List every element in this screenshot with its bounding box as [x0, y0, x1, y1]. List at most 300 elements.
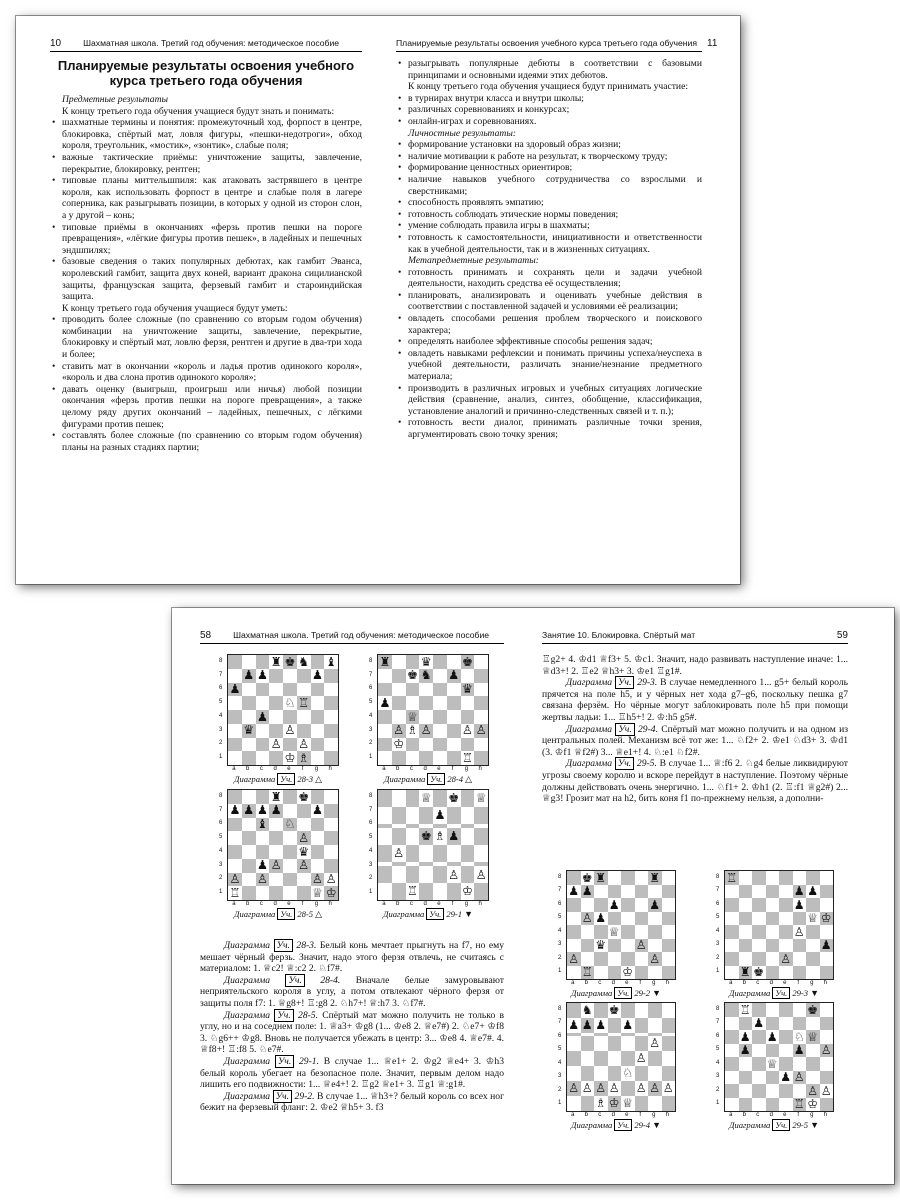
- chess-piece: ♟: [243, 668, 255, 683]
- chess-piece: ♛: [243, 723, 255, 738]
- square-b7: [581, 1018, 595, 1033]
- chess-piece: ♗: [434, 829, 446, 844]
- chess-piece: ♙: [475, 723, 487, 738]
- paragraph-text: ♖g2+ 4. ♔d1 ♕f3+ 5. ♔c1. Значит, надо развивать наступление иначе: 1... ♕d3+! 2. ♖e2 ♕h3+ 3. ♔e1 ♖g1#.: [542, 654, 848, 677]
- running-head-text: Шахматная школа. Третий год обучения: методическое пособие: [233, 630, 490, 640]
- square-c6: [256, 818, 270, 832]
- square-b6: [242, 818, 256, 832]
- square-g5: [806, 1044, 820, 1058]
- chess-piece: ♟: [568, 884, 580, 899]
- square-b4: [581, 1051, 595, 1066]
- chess-piece: ♚: [406, 668, 418, 683]
- square-a7: [567, 1018, 581, 1033]
- square-f5: [635, 912, 649, 926]
- square-a5: [567, 1036, 581, 1051]
- commentary-paragraph: [200, 975, 504, 1010]
- square-f2: [297, 873, 311, 887]
- square-b5: [392, 696, 406, 710]
- diagram-number: 29-4.: [637, 723, 658, 735]
- square-f8: [297, 655, 311, 669]
- caption-number: 29-4: [634, 1120, 651, 1130]
- caption-label: Диаграмма: [571, 988, 613, 998]
- book-spread-top: [16, 16, 740, 584]
- continued-list: [396, 58, 702, 81]
- square-e2: [621, 1081, 635, 1096]
- caption-badge: Уч.: [426, 908, 444, 920]
- square-c6: [256, 683, 270, 697]
- chess-piece: ♜: [595, 870, 607, 885]
- square-a2: [725, 1084, 739, 1098]
- running-head: [542, 630, 848, 644]
- square-b2: [392, 738, 406, 752]
- square-e4: [621, 925, 635, 939]
- square-b5: [739, 1044, 753, 1058]
- square-a1: [378, 883, 392, 900]
- square-d8: [269, 790, 283, 804]
- square-g6: [806, 1030, 820, 1044]
- page-number: 10: [50, 38, 62, 49]
- square-h1: [820, 1098, 834, 1112]
- square-d6: [419, 683, 433, 697]
- square-d8: [608, 1003, 622, 1018]
- paragraph-text: Белый конь мечтает прыгнуть на f7, но ему мешает чёрный ферзь. Значит, надо этого ферзя отвлечь, не считаясь с материалом: 1. ♕c2! ♕:c2 2. ♘f7#.: [200, 940, 504, 975]
- side-to-move-marker: ▼: [810, 1120, 819, 1130]
- square-g8: [648, 871, 662, 885]
- list-item: • типовые планы миттельшпиля: как атаковать застрявшего в центре короля, как использовать форпост в центре и слабые поля в лагере соперника, как разыгрывать позиции, в которых у одной из сторон слон, а у другой – конь;: [62, 175, 362, 221]
- chess-piece: ♟: [229, 682, 241, 697]
- chess-piece: ♚: [284, 654, 296, 669]
- square-a4: [567, 1051, 581, 1066]
- square-b3: [739, 1071, 753, 1085]
- square-c1: [752, 1098, 766, 1112]
- square-b7: [581, 885, 595, 899]
- square-b3: [392, 724, 406, 738]
- diagram-reference: Диаграмма: [224, 940, 274, 951]
- chess-piece: ♜: [270, 789, 282, 804]
- caption-number: 28-5: [297, 909, 314, 919]
- chess-piece: ♚: [461, 654, 473, 669]
- page-number: 58: [200, 630, 212, 641]
- square-f3: [447, 724, 461, 738]
- square-b6: [739, 898, 753, 912]
- square-d5: [766, 1044, 780, 1058]
- square-b3: [581, 1066, 595, 1081]
- square-d1: [608, 1096, 622, 1111]
- square-c8: [594, 871, 608, 885]
- chess-diagram: [208, 654, 348, 785]
- square-b6: [739, 1030, 753, 1044]
- chess-piece: ♜: [379, 654, 391, 669]
- square-e2: [433, 738, 447, 752]
- square-b7: [739, 885, 753, 899]
- diagram-caption: [384, 774, 472, 785]
- chess-piece: ♔: [461, 884, 473, 899]
- square-h6: [820, 1030, 834, 1044]
- chess-piece: ♙: [298, 737, 310, 752]
- square-f5: [635, 1036, 649, 1051]
- caption-number: 29-1: [446, 909, 463, 919]
- chess-piece: ♙: [793, 1070, 805, 1085]
- level-badge: Уч.: [615, 723, 634, 736]
- chess-piece: ♟: [622, 1018, 634, 1033]
- square-h4: [474, 710, 488, 724]
- square-b2: [739, 1084, 753, 1098]
- list-item: • типовые приёмы в окончаниях «ферзь против пешки на пороге превращения», «лёгкие фигуры против пешек», в ладейных и пешечных эндшпилях;: [62, 222, 362, 257]
- chess-piece: ♞: [581, 1003, 593, 1018]
- square-g1: [648, 1096, 662, 1111]
- square-b8: [392, 655, 406, 669]
- square-d2: [766, 1084, 780, 1098]
- chess-piece: ♚: [581, 870, 593, 885]
- square-h7: [474, 669, 488, 683]
- chess-board: [724, 1002, 834, 1112]
- square-g5: [311, 831, 325, 845]
- chess-piece: ♙: [256, 872, 268, 887]
- square-b1: [392, 751, 406, 765]
- square-e5: [621, 912, 635, 926]
- square-g5: [648, 1036, 662, 1051]
- square-d2: [766, 952, 780, 966]
- diagram-number: 29-1.: [298, 1055, 319, 1067]
- chess-board: [377, 789, 489, 901]
- diagram-caption: [234, 774, 322, 785]
- running-head-text: Занятие 10. Блокировка. Спёртый мат: [542, 630, 696, 640]
- file-labels: a b c d e f g h: [571, 1112, 669, 1118]
- square-c3: [752, 1071, 766, 1085]
- chess-piece: ♟: [270, 803, 282, 818]
- chess-piece: ♟: [311, 803, 323, 818]
- square-a1: [567, 1096, 581, 1111]
- diagram-number: 29-5.: [636, 758, 657, 770]
- chess-piece: ♟: [256, 709, 268, 724]
- chess-piece: ♛: [420, 654, 432, 669]
- chess-piece: ♟: [766, 1029, 778, 1044]
- square-g8: [461, 790, 475, 807]
- square-d5: [419, 828, 433, 845]
- caption-badge: Уч.: [772, 1119, 790, 1131]
- square-g6: [311, 818, 325, 832]
- chess-piece: ♚: [608, 1003, 620, 1018]
- square-a7: [378, 807, 392, 824]
- square-g8: [311, 790, 325, 804]
- chess-piece: ♟: [243, 803, 255, 818]
- square-a7: [725, 1017, 739, 1031]
- caption-label: Диаграмма: [571, 1120, 613, 1130]
- section-title: Планируемые результаты освоения учебного курса третьего года обучения: [57, 58, 355, 88]
- rank-labels: 8 7 6 5 4 3 2 1: [219, 657, 223, 761]
- square-a2: [378, 866, 392, 883]
- file-labels: a b c d e f g h: [729, 1112, 827, 1118]
- square-b8: [242, 790, 256, 804]
- square-g1: [461, 883, 475, 900]
- square-c5: [406, 696, 420, 710]
- square-g8: [311, 655, 325, 669]
- square-c5: [256, 696, 270, 710]
- commentary-paragraph: [200, 1010, 504, 1056]
- square-g7: [648, 1018, 662, 1033]
- square-c7: [406, 807, 420, 824]
- chess-piece: ♘: [284, 695, 296, 710]
- square-e3: [621, 939, 635, 953]
- chess-piece: ♜: [649, 870, 661, 885]
- chess-piece: ♙: [635, 1081, 647, 1096]
- square-e7: [283, 804, 297, 818]
- square-f2: [793, 1084, 807, 1098]
- chess-piece: ♙: [393, 723, 405, 738]
- square-b7: [242, 804, 256, 818]
- square-f6: [793, 898, 807, 912]
- square-b4: [392, 710, 406, 724]
- square-c2: [406, 738, 420, 752]
- book-spread-bottom: [172, 608, 894, 1184]
- chess-piece: ♖: [461, 750, 473, 765]
- square-g3: [648, 939, 662, 953]
- square-f2: [635, 1081, 649, 1096]
- chess-piece: ♟: [229, 803, 241, 818]
- square-e3: [283, 859, 297, 873]
- square-e1: [283, 751, 297, 765]
- chess-piece: ♟: [753, 1016, 765, 1031]
- square-f3: [635, 1066, 649, 1081]
- square-b6: [392, 683, 406, 697]
- square-b3: [242, 724, 256, 738]
- square-b5: [739, 912, 753, 926]
- square-c1: [406, 751, 420, 765]
- chess-piece: ♖: [793, 1097, 805, 1112]
- square-c2: [256, 873, 270, 887]
- square-d5: [766, 912, 780, 926]
- square-b1: [739, 966, 753, 980]
- square-c4: [406, 710, 420, 724]
- square-e2: [621, 952, 635, 966]
- square-g2: [648, 1081, 662, 1096]
- square-f8: [447, 655, 461, 669]
- running-head: [396, 38, 718, 52]
- square-a2: [725, 952, 739, 966]
- square-h4: [474, 845, 488, 862]
- square-a8: [725, 871, 739, 885]
- square-a3: [725, 939, 739, 953]
- square-a2: [228, 738, 242, 752]
- chess-piece: ♕: [766, 1056, 778, 1071]
- paragraph-text: Спёртый мат можно получить не только в углу, но и на соседнем поле: 1. ♕a3+ ♔g8 (1... ♔e8 2. ♕e7#) 2. ♘e7+ ♔f8 3. ♘g6++ ♔g8. Вновь не получается убежать в центр: 3... ♔e8 4. ♕e7#. 4. ♕f8+! ♖:f8 5. ♘e7#.: [200, 1009, 505, 1056]
- level-badge: Уч.: [615, 757, 634, 770]
- chess-piece: ♟: [256, 803, 268, 818]
- square-d4: [269, 845, 283, 859]
- square-e1: [621, 1096, 635, 1111]
- chess-diagram: [700, 870, 848, 998]
- square-g7: [806, 1017, 820, 1031]
- list-item: • различных соревнованиях и конкурсах;: [408, 104, 702, 116]
- square-g4: [311, 845, 325, 859]
- square-g5: [461, 696, 475, 710]
- square-f6: [635, 898, 649, 912]
- square-h3: [820, 939, 834, 953]
- square-e7: [433, 807, 447, 824]
- chess-piece: ♟: [793, 1043, 805, 1058]
- square-e3: [779, 939, 793, 953]
- rank-labels: 8 7 6 5 4 3 2 1: [369, 792, 373, 896]
- square-b1: [392, 883, 406, 900]
- chess-piece: ♟: [793, 884, 805, 899]
- square-c8: [406, 655, 420, 669]
- level-badge: Уч.: [275, 1055, 294, 1068]
- square-g2: [806, 952, 820, 966]
- square-b8: [242, 655, 256, 669]
- commentary-text: [200, 940, 504, 1114]
- square-d3: [269, 859, 283, 873]
- square-b4: [242, 845, 256, 859]
- square-d3: [269, 724, 283, 738]
- square-a5: [725, 1044, 739, 1058]
- square-f1: [635, 1096, 649, 1111]
- square-a2: [567, 1081, 581, 1096]
- chess-diagram: [208, 789, 348, 920]
- square-a3: [567, 939, 581, 953]
- square-e8: [621, 871, 635, 885]
- square-e2: [433, 866, 447, 883]
- chess-piece: ♙: [581, 911, 593, 926]
- square-d5: [419, 696, 433, 710]
- square-d1: [419, 751, 433, 765]
- square-c5: [406, 828, 420, 845]
- square-e2: [283, 738, 297, 752]
- square-f3: [297, 724, 311, 738]
- square-c2: [594, 1081, 608, 1096]
- square-f6: [297, 818, 311, 832]
- chess-piece: ♙: [649, 1036, 661, 1051]
- square-a5: [567, 912, 581, 926]
- square-c1: [256, 886, 270, 900]
- file-labels: a b c d e f g h: [571, 980, 669, 986]
- square-d5: [269, 831, 283, 845]
- chess-piece: ♙: [568, 951, 580, 966]
- chess-piece: ♙: [298, 830, 310, 845]
- square-f1: [297, 886, 311, 900]
- caption-badge: Уч.: [772, 987, 790, 999]
- chess-piece: ♙: [649, 1081, 661, 1096]
- square-f8: [635, 1003, 649, 1018]
- square-c7: [752, 885, 766, 899]
- chess-piece: ♟: [780, 1070, 792, 1085]
- square-c5: [752, 1044, 766, 1058]
- square-b1: [242, 751, 256, 765]
- side-to-move-marker: △: [315, 774, 322, 784]
- chess-piece: ♟: [434, 808, 446, 823]
- square-e5: [779, 912, 793, 926]
- square-c6: [594, 898, 608, 912]
- square-e4: [779, 1057, 793, 1071]
- chess-diagram: [542, 1002, 690, 1130]
- square-h1: [324, 886, 338, 900]
- square-d3: [766, 939, 780, 953]
- square-a2: [378, 738, 392, 752]
- square-c8: [256, 790, 270, 804]
- square-h5: [820, 1044, 834, 1058]
- square-e5: [779, 1044, 793, 1058]
- square-c4: [406, 845, 420, 862]
- square-c4: [256, 710, 270, 724]
- diagram-grid: [208, 654, 498, 920]
- list-item: • готовность соблюдать этические нормы поведения;: [408, 209, 702, 221]
- rank-labels: 8 7 6 5 4 3 2 1: [558, 873, 562, 975]
- diagram-caption: [729, 1120, 819, 1130]
- square-d7: [766, 1017, 780, 1031]
- chess-board: [724, 870, 834, 980]
- square-b6: [242, 683, 256, 697]
- square-a6: [228, 683, 242, 697]
- square-a3: [378, 724, 392, 738]
- square-h2: [474, 738, 488, 752]
- square-h3: [662, 939, 676, 953]
- side-to-move-marker: ▼: [652, 988, 661, 998]
- square-b3: [739, 939, 753, 953]
- chess-piece: ♚: [753, 965, 765, 980]
- square-g5: [311, 696, 325, 710]
- square-g6: [806, 898, 820, 912]
- square-a1: [378, 751, 392, 765]
- chess-board: [377, 654, 489, 766]
- square-e1: [779, 966, 793, 980]
- able-intro: К концу третьего года обучения учащиеся будут уметь:: [62, 302, 288, 314]
- page-number: 11: [707, 38, 718, 49]
- diagram-caption: [383, 909, 473, 919]
- square-a1: [725, 966, 739, 980]
- chess-piece: ♟: [739, 1029, 751, 1044]
- page-11: [396, 16, 718, 584]
- square-g8: [806, 871, 820, 885]
- square-h1: [820, 966, 834, 980]
- list-item: • определять наиболее эффективные способы решения задач;: [408, 336, 702, 348]
- square-c4: [752, 1057, 766, 1071]
- square-e8: [433, 655, 447, 669]
- meta-list: [396, 267, 702, 441]
- square-e1: [283, 886, 297, 900]
- square-a8: [725, 1003, 739, 1017]
- square-d5: [269, 696, 283, 710]
- square-e2: [779, 952, 793, 966]
- square-g8: [806, 1003, 820, 1017]
- chess-piece: ♙: [448, 867, 460, 882]
- square-b4: [739, 1057, 753, 1071]
- chess-piece: ♟: [448, 829, 460, 844]
- square-a7: [567, 885, 581, 899]
- chess-piece: ♟: [256, 858, 268, 873]
- square-h7: [662, 1018, 676, 1033]
- square-a5: [725, 912, 739, 926]
- square-f5: [447, 828, 461, 845]
- commentary-paragraph: [200, 940, 504, 975]
- square-b8: [739, 871, 753, 885]
- square-d8: [766, 871, 780, 885]
- chess-piece: ♙: [325, 872, 337, 887]
- square-b2: [242, 738, 256, 752]
- list-item: • онлайн-играх и соревнованиях.: [408, 116, 702, 128]
- square-f4: [793, 925, 807, 939]
- square-e3: [433, 724, 447, 738]
- square-c3: [752, 939, 766, 953]
- square-e8: [283, 655, 297, 669]
- square-h8: [820, 871, 834, 885]
- square-f4: [635, 1051, 649, 1066]
- chess-piece: ♟: [448, 668, 460, 683]
- chess-piece: ♙: [807, 1083, 819, 1098]
- paragraph-text: В случае немедленного 1... g5+ белый король прячется на поле h5, и у чёрных нет хода g7–g6, поскольку пешка g7 связана ферзём. Но чёрные могут заблокировать поле h5 при помощи жертвы ладьи: 1... ♖h5+! 2. ♔:h5 g5#.: [542, 677, 848, 723]
- square-c3: [594, 1066, 608, 1081]
- paragraph-text: Спёртый мат можно получить и на одном из центральных полей. Механизм всё тот же: 1... ♘f2+ 2. ♔e1 ♘d3+ 3. ♔d1 (3. ♔f1 ♕f2#) 3... ♕e1+! 4. ♘:e1 ♘f2#.: [542, 723, 848, 758]
- list-item: • формирование ценностных ориентиров;: [408, 162, 702, 174]
- square-h5: [474, 828, 488, 845]
